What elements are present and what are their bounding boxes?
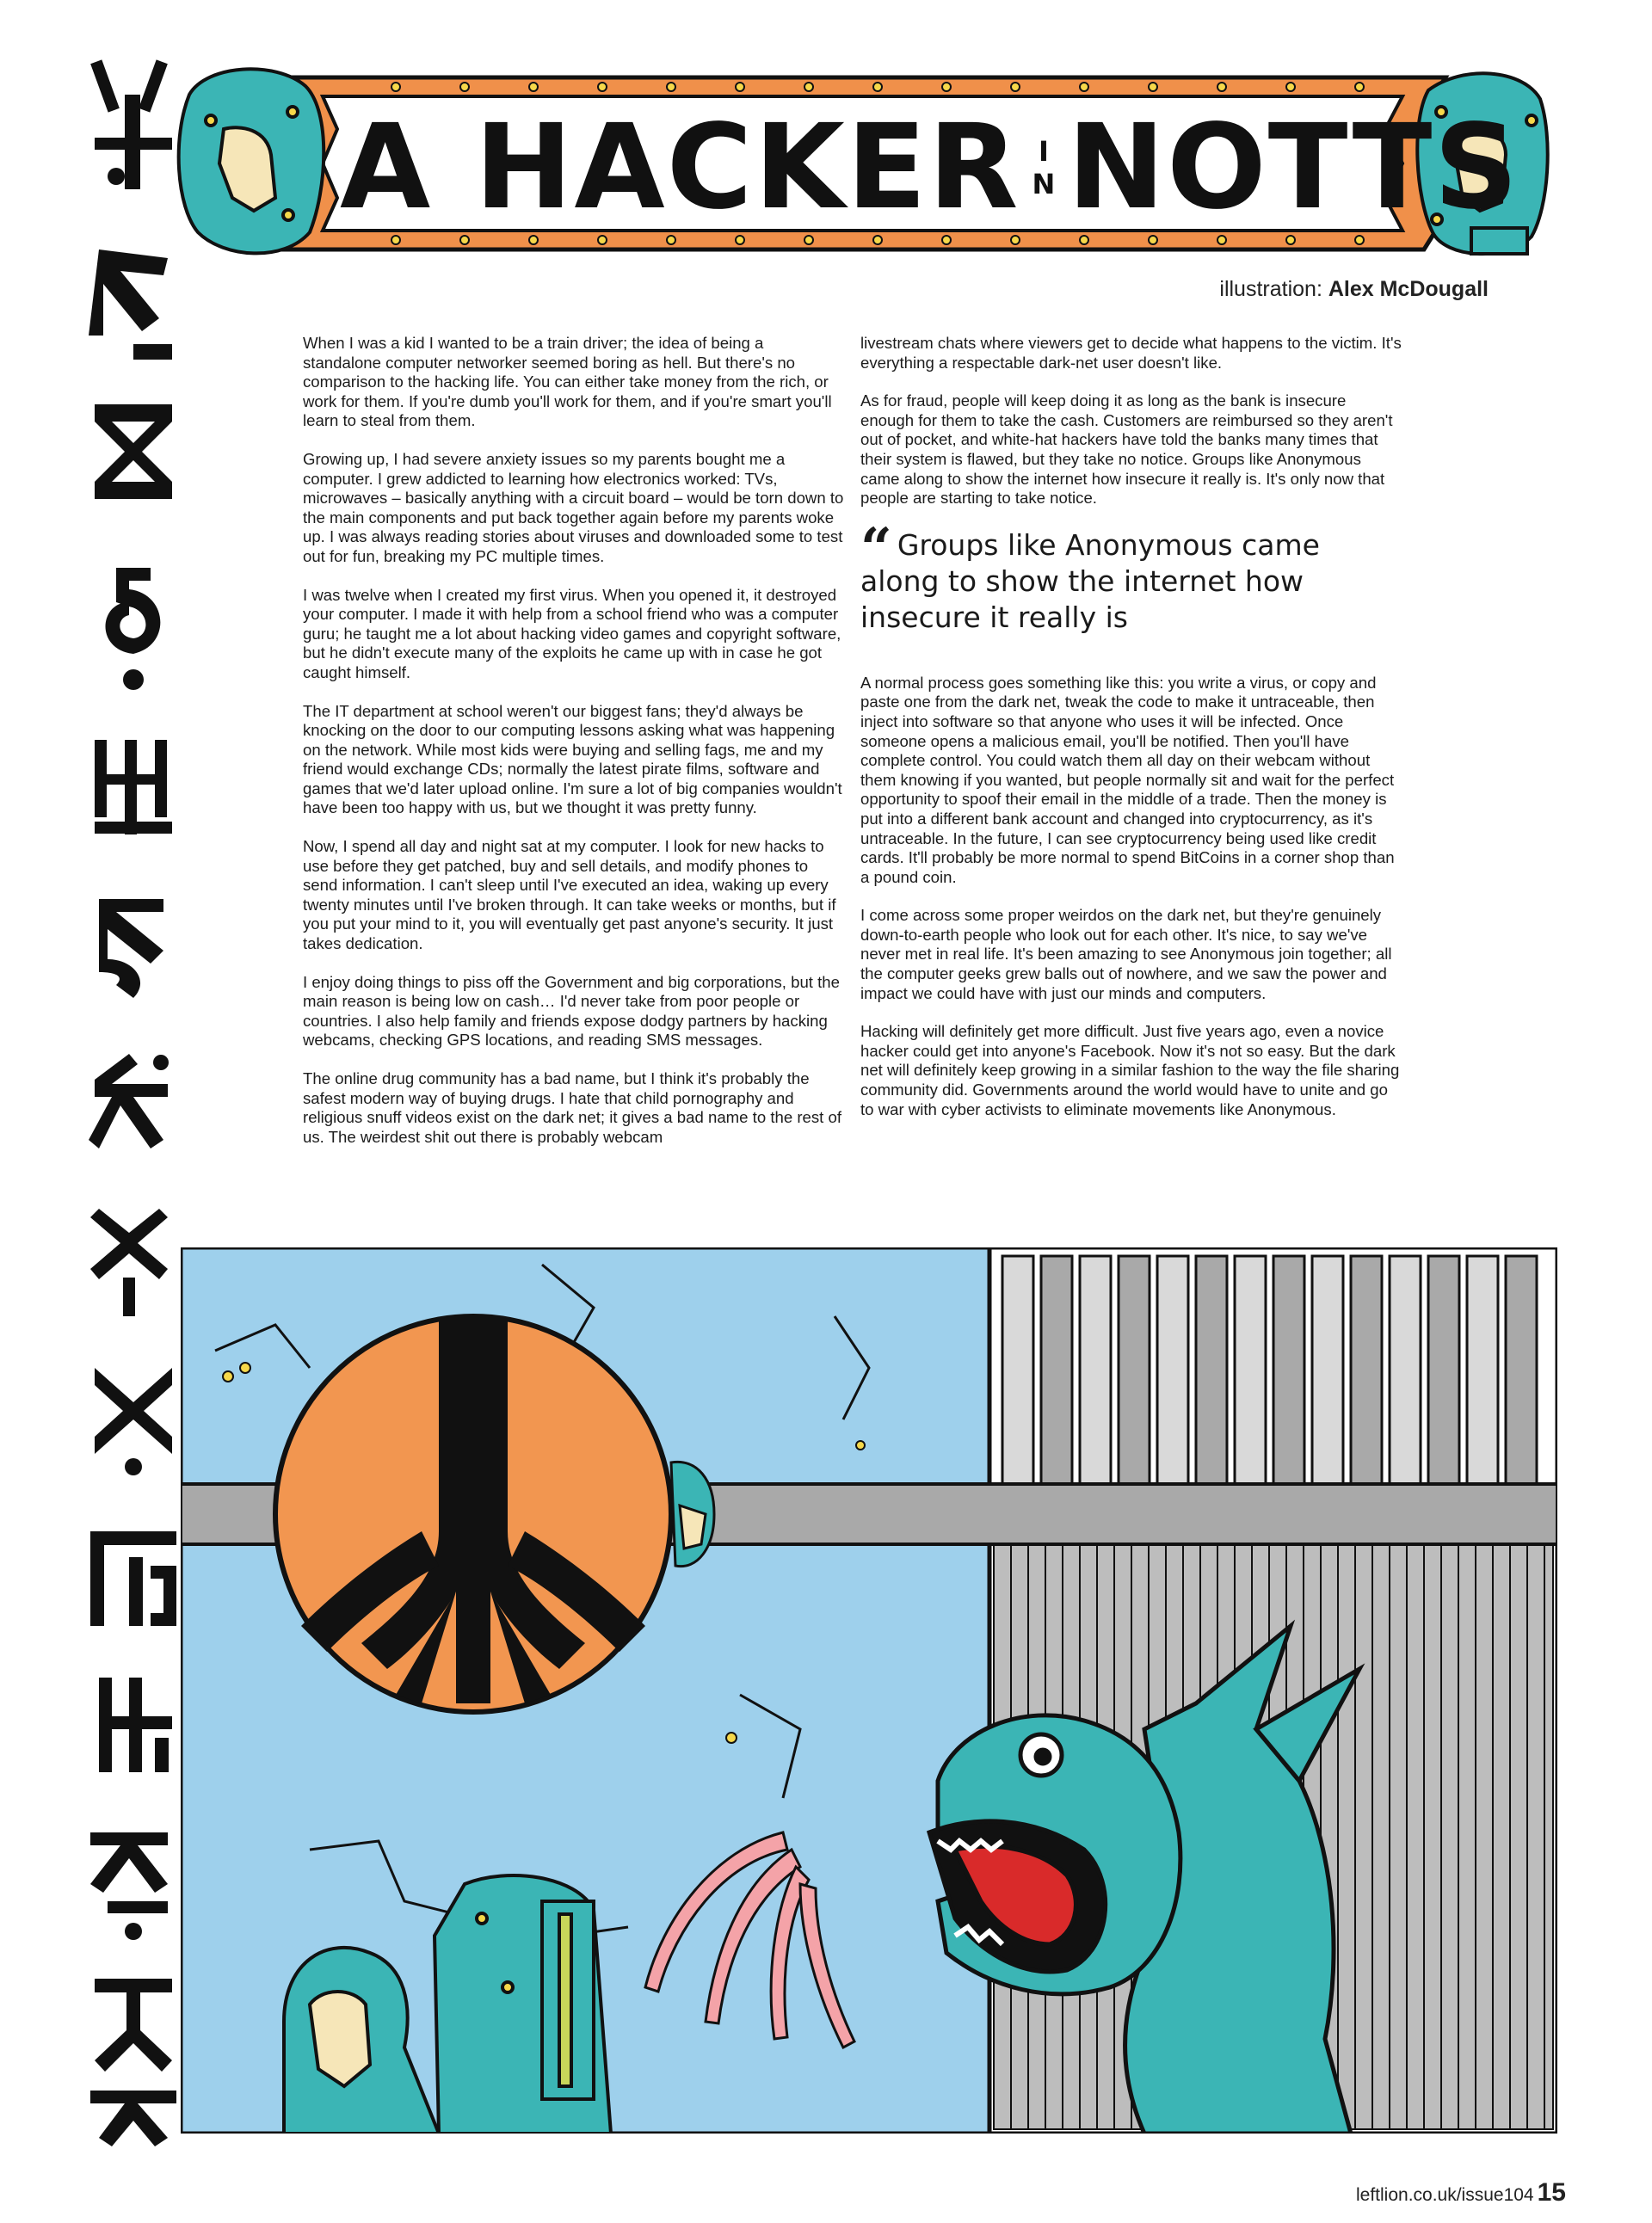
- quote-mark-icon: “: [860, 515, 892, 581]
- credit-label: illustration:: [1219, 277, 1322, 301]
- glyph-1: [90, 59, 172, 189]
- title-word-1: A HACKER: [340, 100, 1020, 236]
- article-paragraph: I was twelve when I created my first virus. When you opened it, it destroyed your computer. I made it with help from a school friend who was a computer guru; he taught me a lot about hacking video games and copyright software, but he didn't execute many of the exploits he came up with in case he got caught himself.: [303, 585, 841, 681]
- article-paragraph: As for fraud, people will keep doing it as long as the bank is insecure enough for them to take the cash. Customers are reimbursed so they aren't out of pocket, and white-hat hackers have told the banks many times that their system is flawed, but they take no notice. Groups like Anonymous came along to show the internet how insecure it really is. It's only now that people are starting to take notice.: [860, 391, 1393, 508]
- footer-url: leftlion.co.uk/issue104: [1355, 2185, 1534, 2205]
- illustration-art: [181, 1247, 1557, 2134]
- glyph-12: [90, 1832, 168, 1940]
- credit-name: Alex McDougall: [1328, 277, 1489, 301]
- glyph-7: [89, 1054, 169, 1148]
- article-paragraph: livestream chats where viewers get to decide what happens to the victim. It's everything a respectable dark-net user doesn't like.: [860, 334, 1402, 372]
- article-paragraph: When I was a kid I wanted to be a train driver; the idea of being a standalone computer networker seemed boring as hell. But there's no comparison to the hacking life. You can either take money from the rich, or work for them. If you're dumb you'll work for them, and if you're smart you'll learn to steal from them.: [303, 334, 832, 430]
- decorative-glyph-strip: [82, 52, 185, 2151]
- title-connector-letter-1: I: [1038, 135, 1049, 168]
- glyph-5: [95, 740, 172, 834]
- glyph-11: [99, 1678, 172, 1772]
- article-paragraph: I come across some proper weirdos on the dark net, but they're genuinely down-to-earth people who look out for each other. It's nice, to say we've never met in real life. It's been amazing to see Anonymous join together; all the computer geeks grew balls out of nowhere, and we saw the power and impact we could have with just our minds and computers.: [860, 906, 1392, 1002]
- glyph-4: [106, 568, 161, 690]
- glyph-2: [89, 249, 172, 360]
- pull-quote: [860, 515, 1402, 636]
- main-illustration: [181, 1247, 1557, 2134]
- article-paragraph: I enjoy doing things to piss off the Government and big corporations, but the main reason is being low on cash… I'd never take from poor people or countries. I also help family and friends expose dodgy partners by hacking webcams, checking GPS locations, and reading SMS messages.: [303, 972, 840, 1050]
- title-word-2: NOTTS: [1067, 100, 1520, 236]
- page-number: 15: [1537, 2178, 1566, 2207]
- article-paragraph: Now, I spend all day and night sat at my computer. I look for new hacks to use before they get patched, buy and sell details, and modify phones to send information. I can't sleep until I've executed an idea, waking up every twenty minutes until I've broken through. It can take weeks or months, but if you put your mind to it, you will eventually get past anyone's security. It just takes dedication.: [303, 837, 836, 953]
- article-paragraph: The online drug community has a bad name, but I think it's probably the safest modern way of buying drugs. I hate that child pornography and religious snuff videos exist on the dark net; it gives a bad name to the rest of us. The weirdest shit out there is probably webcam: [303, 1069, 842, 1146]
- article-column-left: [303, 334, 845, 1166]
- glyph-6: [99, 899, 163, 998]
- page-title: [340, 100, 1520, 236]
- article-paragraph: The IT department at school weren't our biggest fans; they'd always be knocking on the door to our computing lessons asking what was happening on the network. While most kids were buying and selling fags, me and my friend would exchange CDs; normally the latest pirate films, software and games that we'd later upload online. I'm sure a lot of big companies wouldn't have been too happy with us, but we thought it was pretty funny.: [303, 701, 842, 817]
- glyph-13: [95, 1979, 172, 2072]
- glyph-strip-art: [82, 52, 185, 2151]
- article-paragraph: Hacking will definitely get more difficult. Just five years ago, even a novice hacker could get into anyone's Facebook. Now it's not so easy. But the dark net will definitely keep growing in a similar fashion to the way the file sharing community did. Governments around the world would have to unite and go to war with cyber activists to eliminate movements like Anonymous.: [860, 1022, 1400, 1118]
- glyph-9: [95, 1368, 172, 1475]
- pull-quote-text: Groups like Anonymous came along to show the internet how insecure it really is: [860, 527, 1320, 634]
- glyph-10: [90, 1531, 176, 1626]
- title-connector-letter-2: N: [1032, 168, 1056, 200]
- article-column-right: [860, 334, 1402, 1138]
- article-paragraph: Growing up, I had severe anxiety issues so my parents bought me a computer. I grew addicted to learning how electronics worked: TVs, microwaves – basically anything with a circuit board – would be torn down to the main components and put back together again before my parents woke up. I was always reading stories about viruses and downloaded some to test out for fun, breaking my PC multiple times.: [303, 449, 844, 565]
- glyph-3: [95, 404, 172, 499]
- illustration-credit: [1032, 277, 1489, 302]
- glyph-8: [90, 1209, 168, 1316]
- banner-left-figure: [179, 69, 324, 253]
- article-paragraph: A normal process goes something like this: you write a virus, or copy and paste one from the dark net, tweak the code to make it untraceable, then inject into software so that anyone who uses it will be infected. Once someone opens a malicious email, you'll be notified. Then you'll have complete control. You could watch them all day on their webcam without them knowing if you wanted, but people normally sit and wait for the perfect opportunity to spoof their email in the middle of a trade. Then the money is put into a different bank account and changed into cryptocurrency, as it's untraceable. In the future, I can see cryptocurrency being used like credit cards. It'll probably be more normal to spend BitCoins in a corner shop than a pound coin.: [860, 673, 1395, 886]
- page-footer: [1342, 2178, 1566, 2208]
- glyph-14: [90, 2091, 176, 2146]
- title-connector: [1032, 135, 1056, 200]
- peace-sign-icon: [275, 1316, 671, 1712]
